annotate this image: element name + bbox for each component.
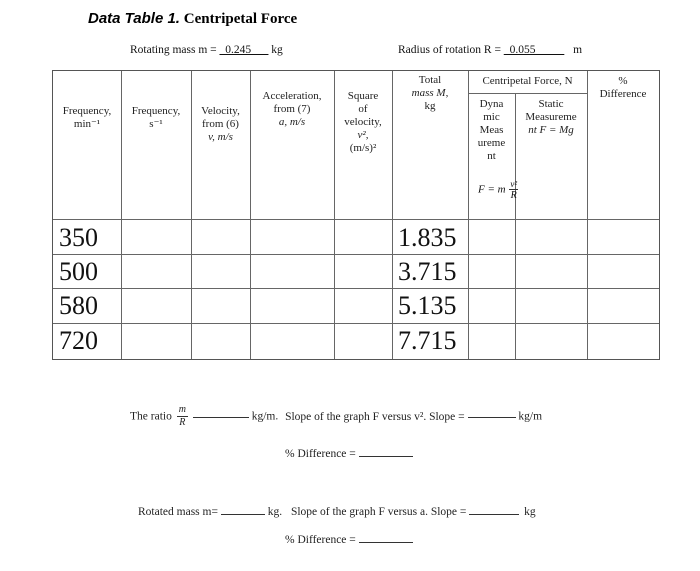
cell-frequency-row2: 500 bbox=[59, 257, 98, 286]
slope2-unit: kg bbox=[524, 506, 536, 518]
ratio-fraction bbox=[177, 404, 188, 429]
slope1-blank[interactable] bbox=[468, 416, 516, 418]
pct-diff-1-blank[interactable] bbox=[359, 455, 413, 457]
table-title bbox=[88, 10, 297, 28]
rotated-mass-unit: kg. bbox=[267, 506, 283, 518]
rotating-mass-field bbox=[130, 44, 283, 56]
radius-field bbox=[398, 44, 582, 56]
col-header-velocity: Velocity, from (6) v, m/s bbox=[201, 105, 240, 143]
table-title-text: Centripetal Force bbox=[183, 11, 298, 27]
radius-unit: m bbox=[573, 44, 583, 56]
dynamic-formula bbox=[478, 179, 518, 201]
cell-frequency-row3: 580 bbox=[59, 291, 98, 320]
pct-diff-line-2 bbox=[285, 534, 413, 546]
pct-diff-line-1 bbox=[285, 448, 413, 460]
col-header-centripetal-force: Centripetal Force, N bbox=[482, 75, 573, 87]
col-header-square-velocity: Square of velocity, v², (m/s)² bbox=[344, 90, 382, 154]
centripetal-force-table bbox=[52, 70, 660, 360]
col-header-static-measurement: Static Measureme nt F = Mg bbox=[525, 98, 577, 136]
ratio-line bbox=[130, 404, 542, 429]
cell-mass-row4: 7.715 bbox=[398, 326, 457, 355]
col-header-acceleration: Acceleration, from (7) a, m/s bbox=[262, 90, 322, 128]
ratio-blank[interactable] bbox=[193, 416, 249, 418]
radius-value: _0.055_____ bbox=[503, 44, 565, 56]
rotated-mass-line bbox=[138, 506, 536, 518]
ratio-label: The ratio bbox=[130, 410, 172, 423]
cell-frequency-row1: 350 bbox=[59, 223, 98, 252]
slope2-blank[interactable] bbox=[469, 513, 519, 515]
formula-lhs: F = m bbox=[478, 183, 506, 196]
formula-numerator: v² bbox=[510, 179, 518, 189]
slope2-label: Slope of the graph F versus a. Slope = bbox=[290, 506, 467, 518]
pct-diff-2-blank[interactable] bbox=[359, 541, 413, 543]
formula-fraction bbox=[509, 179, 518, 201]
pct-diff-1-label: % Difference = bbox=[285, 448, 356, 460]
slope1-label: Slope of the graph F versus v². Slope = bbox=[285, 410, 465, 423]
pct-diff-2-label: % Difference = bbox=[285, 534, 356, 546]
cell-mass-row3: 5.135 bbox=[398, 291, 457, 320]
radius-label: Radius of rotation R = bbox=[398, 44, 501, 56]
table-title-label: Data Table 1. bbox=[88, 10, 180, 27]
col-header-frequency-min: Frequency, min⁻¹ bbox=[62, 105, 112, 130]
rotating-mass-unit: kg bbox=[271, 44, 283, 56]
ratio-unit: kg/m. bbox=[251, 410, 279, 423]
col-header-total-mass: Total mass M, kg bbox=[411, 74, 449, 112]
col-header-percent-difference: % Difference bbox=[599, 75, 647, 100]
cell-mass-row2: 3.715 bbox=[398, 257, 457, 286]
slope1-unit: kg/m bbox=[518, 410, 543, 423]
rotated-mass-label: Rotated mass m= bbox=[138, 506, 218, 518]
formula-denominator: R bbox=[510, 190, 517, 201]
rotated-mass-blank[interactable] bbox=[221, 513, 265, 515]
ratio-denominator: R bbox=[179, 417, 186, 428]
ratio-numerator: m bbox=[178, 404, 186, 415]
cell-mass-row1: 1.835 bbox=[398, 223, 457, 252]
cell-frequency-row4: 720 bbox=[59, 326, 98, 355]
col-header-frequency-s: Frequency, s⁻¹ bbox=[131, 105, 181, 130]
col-header-dynamic-measurement: Dyna mic Meas ureme nt bbox=[477, 98, 506, 162]
rotating-mass-value: _0.245___ bbox=[219, 44, 269, 56]
rotating-mass-label: Rotating mass m = bbox=[130, 44, 217, 56]
